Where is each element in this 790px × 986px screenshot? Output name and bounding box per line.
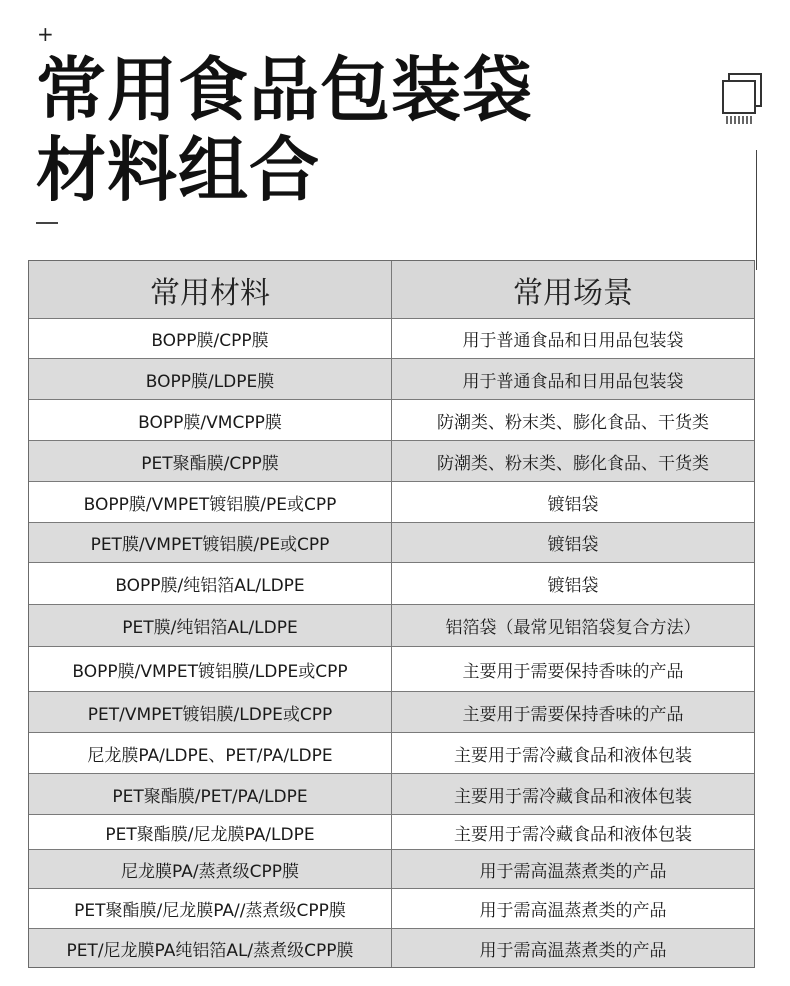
table-row: [29, 850, 754, 889]
scenario-cell: 主要用于需要保持香味的产品: [462, 661, 684, 682]
material-cell: 尼龙膜PA/蒸煮级CPP膜: [29, 850, 392, 888]
scenario-cell: 主要用于需冷藏食品和液体包装: [454, 824, 692, 845]
table-row: [29, 400, 754, 441]
header-scenarios: 常用场景: [513, 275, 633, 311]
material-cell: PET聚酯膜/PET/PA/LDPE: [29, 774, 392, 814]
table-row: [29, 563, 754, 605]
table-header-row: [29, 261, 754, 319]
header-materials: 常用材料: [29, 261, 392, 318]
table-row: [29, 605, 754, 647]
material-cell: PET膜/VMPET镀铝膜/PE或CPP: [29, 523, 392, 562]
title-line-1: 常用食品包装袋: [36, 49, 533, 131]
scenario-cell: 防潮类、粉末类、膨化食品、干货类: [437, 412, 709, 433]
material-cell: PET聚酯膜/尼龙膜PA/LDPE: [29, 815, 392, 849]
material-cell: PET/尼龙膜PA纯铝箔AL/蒸煮级CPP膜: [29, 929, 392, 967]
scenario-cell: 防潮类、粉末类、膨化食品、干货类: [437, 453, 709, 474]
table-row: [29, 647, 754, 692]
material-cell: PET聚酯膜/CPP膜: [29, 441, 392, 481]
scenario-cell: 用于需高温蒸煮类的产品: [479, 901, 667, 921]
title-line-2: 材料组合: [36, 129, 320, 211]
scenario-cell: 主要用于需冷藏食品和液体包装: [454, 745, 692, 766]
material-cell: PET膜/纯铝箔AL/LDPE: [29, 605, 392, 646]
stacked-square-icon: [720, 72, 764, 128]
material-cell: 尼龙膜PA/LDPE、PET/PA/LDPE: [29, 733, 392, 773]
title-underline-dash: [36, 222, 58, 224]
table-row: [29, 929, 754, 967]
table-row: [29, 774, 754, 815]
table-row: [29, 359, 754, 400]
scenario-cell: 镀铝袋: [547, 494, 599, 515]
table-row: [29, 523, 754, 563]
table-row: [29, 815, 754, 850]
scenario-cell: 用于需高温蒸煮类的产品: [479, 940, 667, 961]
material-cell: BOPP膜/VMCPP膜: [29, 400, 392, 440]
scenario-cell: 用于普通食品和日用品包装袋: [462, 331, 684, 351]
plus-mark: +: [37, 22, 54, 46]
scenario-cell: 镀铝袋: [547, 576, 599, 596]
material-cell: BOPP膜/VMPET镀铝膜/PE或CPP: [29, 482, 392, 522]
material-cell: PET聚酯膜/尼龙膜PA//蒸煮级CPP膜: [29, 889, 392, 928]
table-row: [29, 482, 754, 523]
table-row: [29, 319, 754, 359]
scenario-cell: 主要用于需冷藏食品和液体包装: [454, 786, 692, 807]
material-cell: BOPP膜/VMPET镀铝膜/LDPE或CPP: [29, 647, 392, 691]
table-row: [29, 441, 754, 482]
material-cell: BOPP膜/CPP膜: [29, 319, 392, 358]
table-row: [29, 733, 754, 774]
scenario-cell: 铝箔袋（最常见铝箔袋复合方法）: [445, 618, 701, 638]
table-row: [29, 692, 754, 733]
material-cell: BOPP膜/纯铝箔AL/LDPE: [29, 563, 392, 604]
scenario-cell: 主要用于需要保持香味的产品: [462, 704, 684, 725]
decorative-vertical-line: [756, 150, 757, 270]
material-cell: BOPP膜/LDPE膜: [29, 359, 392, 399]
scenario-cell: 用于需高温蒸煮类的产品: [479, 861, 667, 882]
scenario-cell: 镀铝袋: [547, 535, 599, 555]
page-title: [36, 50, 533, 210]
table-row: [29, 889, 754, 929]
material-cell: PET/VMPET镀铝膜/LDPE或CPP: [29, 692, 392, 732]
materials-table: [28, 260, 755, 968]
scenario-cell: 用于普通食品和日用品包装袋: [462, 371, 684, 392]
